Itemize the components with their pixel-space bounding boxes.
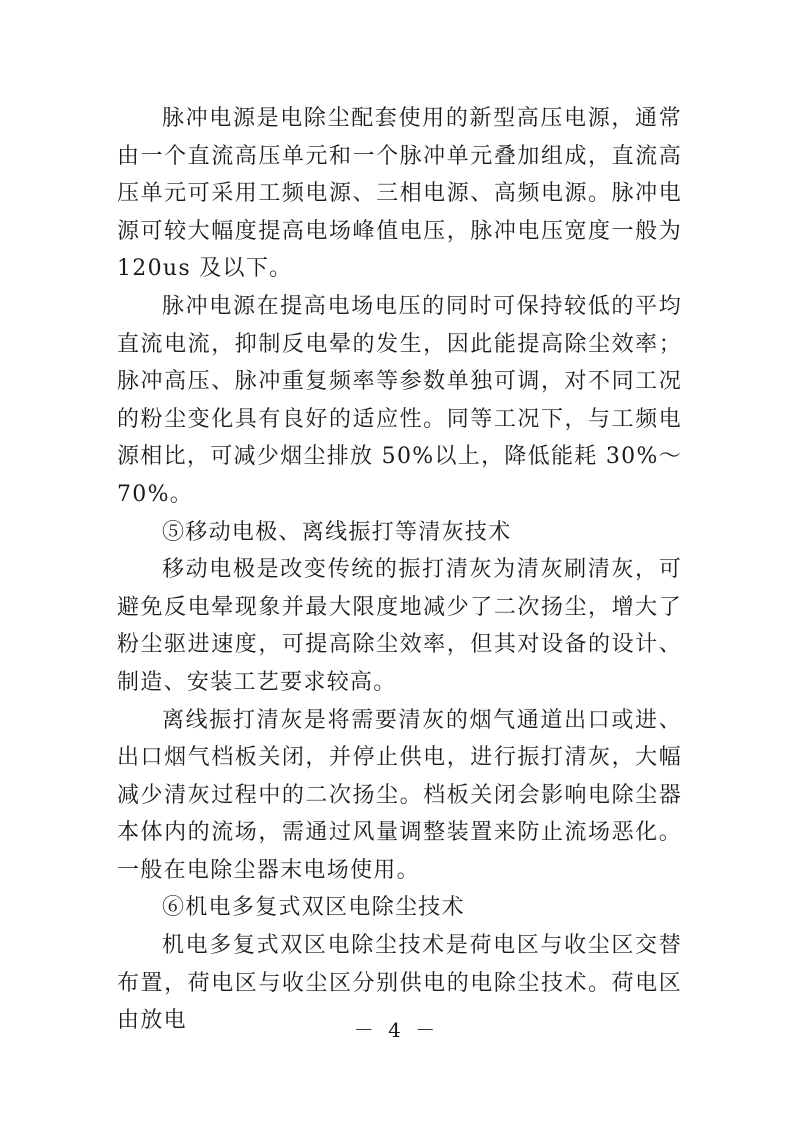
paragraph-offline-rapping: 离线振打清灰是将需要清灰的烟气通道出口或进、出口烟气档板关闭，并停止供电，进行振打清灰，大幅减少清灰过程中的二次扬尘。档板关闭会影响电除尘器本体内的流场，需通过风量调整装置来防止流场恶化。一般在电除尘器末电场使用。 (117, 707, 682, 883)
section-heading-dual-zone: ⑥机电多复式双区电除尘技术 (162, 895, 465, 921)
paragraph-dual-zone: 机电多复式双区电除尘技术是荷电区与收尘区交替布置，荷电区与收尘区分别供电的电除尘技术。荷电区由放电 (117, 933, 682, 1034)
paragraph-pulse-power-benefits: 脉冲电源在提高电场电压的同时可保持较低的平均直流电流，抑制反电晕的发生，因此能提高除尘效率；脉冲高压、脉冲重复频率等参数单独可调，对不同工况的粉尘变化具有良好的适应性。同等工况下，与工频电源相比，可减少烟尘排放 50%以上，降低能耗 30%～70%。 (117, 293, 682, 507)
paragraph-moving-electrode: 移动电极是改变传统的振打清灰为清灰刷清灰，可避免反电晕现象并最大限度地减少了二次扬尘，增大了粉尘驱进速度，可提高除尘效率，但其对设备的设计、制造、安装工艺要求较高。 (117, 557, 682, 695)
body-text (117, 100, 682, 1040)
page-number: － 4 － (353, 1018, 440, 1042)
paragraph-pulse-power-intro: 脉冲电源是电除尘配套使用的新型高压电源，通常由一个直流高压单元和一个脉冲单元叠加组成，直流高压单元可采用工频电源、三相电源、高频电源。脉冲电源可较大幅度提高电场峰值电压，脉冲电压宽度一般为 120us 及以下。 (117, 106, 682, 282)
section-heading-moving-electrode: ⑤移动电极、离线振打等清灰技术 (162, 519, 512, 545)
